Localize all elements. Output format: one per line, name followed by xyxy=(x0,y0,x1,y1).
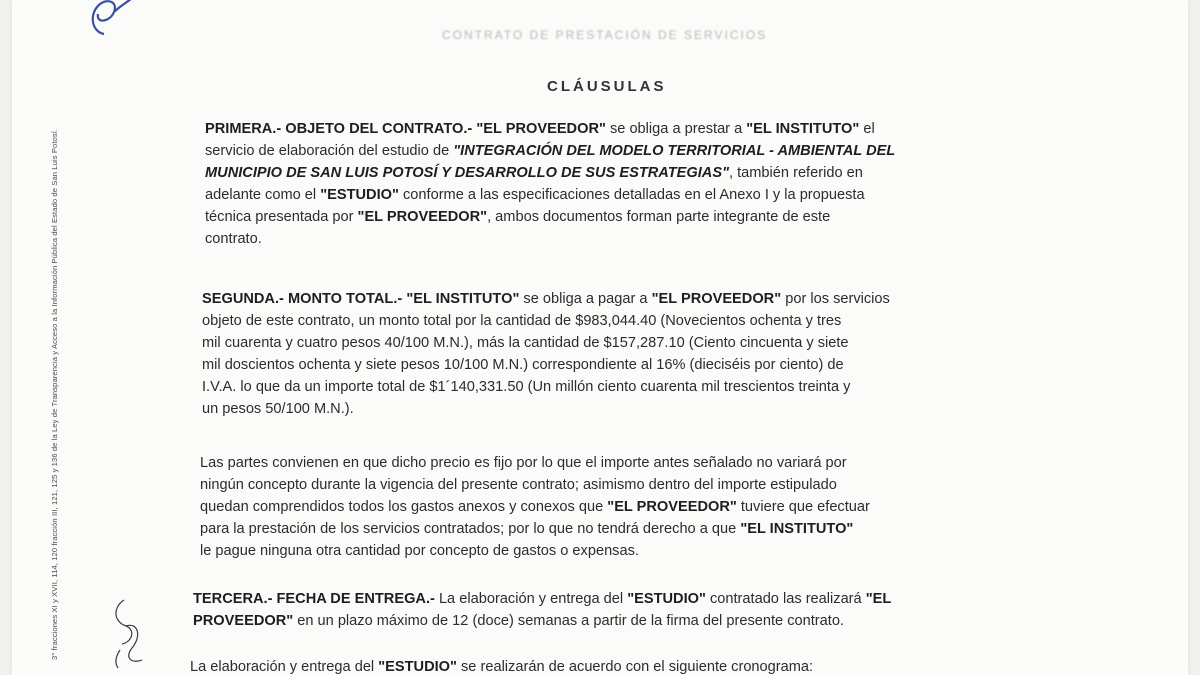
text-instituto: "EL INSTITUTO" xyxy=(740,521,854,537)
study-title-cont: MUNICIPIO DE SAN LUIS POTOSÍ Y DESARROLLO DE SUS ESTRATEGIAS" xyxy=(205,165,729,181)
study-title: "INTEGRACIÓN DEL MODELO TERRITORIAL - AMBIENTAL DEL xyxy=(453,143,896,159)
text-proveedor: "EL xyxy=(865,591,892,607)
text: contratado las realizará xyxy=(705,591,866,607)
text: se realizarán de acuerdo con el siguiente cronograma: xyxy=(456,659,814,675)
text: Las partes convienen en que dicho precio es fijo por lo que el importe antes señalado no variará por xyxy=(200,455,847,471)
text: el xyxy=(859,121,875,137)
text: La elaboración y entrega del xyxy=(190,659,379,675)
text: ningún concepto durante la vigencia del presente contrato; asimismo dentro del importe estipulado xyxy=(200,477,837,493)
text: tuviere que efectuar xyxy=(736,499,870,515)
text-proveedor: "EL PROVEEDOR" xyxy=(651,291,782,307)
text: contrato. xyxy=(205,231,262,247)
sidebar-legal-note: 3° fracciones XI y XVII, 114, 120 fracción III, 121, 125 y 136 de la Ley de Transparencia y Acceso a la Información Pública del Estado de San Luis Potosí. xyxy=(50,128,59,660)
text: técnica presentada por xyxy=(205,209,358,225)
text-proveedor: "EL PROVEEDOR" xyxy=(476,121,606,137)
text-instituto: "EL INSTITUTO" xyxy=(746,121,860,137)
text-estudio: "ESTUDIO" xyxy=(627,591,706,607)
text: servicio de elaboración del estudio de xyxy=(205,143,454,159)
text: mil cuarenta y cuatro pesos 40/100 M.N.), más la cantidad de $157,287.10 (Ciento cincuenta y siete xyxy=(202,335,849,351)
text: La elaboración y entrega del xyxy=(434,591,628,607)
text-proveedor: "EL PROVEEDOR" xyxy=(607,499,737,515)
document-page xyxy=(12,0,1188,675)
signature-margin xyxy=(102,592,172,672)
text: mil doscientos ochenta y siete pesos 10/100 M.N.) correspondiente al 16% (dieciséis por ciento) de xyxy=(202,357,844,373)
primera-label: PRIMERA.- OBJETO DEL CONTRATO.- xyxy=(205,121,473,137)
text-estudio: "ESTUDIO" xyxy=(320,187,399,203)
text: I.V.A. lo que da un importe total de $1´140,331.50 (Un millón ciento cuarenta mil trescientos treinta y xyxy=(202,379,851,395)
text: objeto de este contrato, un monto total por la cantidad de $983,044.40 (Novecientos ochenta y tres xyxy=(202,313,842,329)
signature-top xyxy=(74,0,144,44)
text-estudio: "ESTUDIO" xyxy=(378,659,457,675)
paragraph-partes xyxy=(200,452,990,562)
text: le pague ninguna otra cantidad por concepto de gastos o expensas. xyxy=(200,543,639,559)
text: , ambos documentos forman parte integrante de este xyxy=(487,209,831,225)
clause-segunda xyxy=(202,288,987,420)
paragraph-cronograma xyxy=(190,656,990,675)
text: en un plazo máximo de 12 (doce) semanas a partir de la firma del presente contrato. xyxy=(293,613,844,629)
text: quedan comprendidos todos los gastos anexos y conexos que xyxy=(200,499,608,515)
page-title: CLÁUSULAS xyxy=(547,78,667,95)
segunda-label: SEGUNDA.- MONTO TOTAL.- xyxy=(202,291,403,307)
text-proveedor: PROVEEDOR" xyxy=(193,613,294,629)
text: un pesos 50/100 M.N.). xyxy=(202,401,354,417)
text: por los servicios xyxy=(781,291,890,307)
text: se obliga a prestar a xyxy=(605,121,747,137)
text: para la prestación de los servicios contratados; por lo que no tendrá derecho a que xyxy=(200,521,741,537)
text: adelante como el xyxy=(205,187,321,203)
text-proveedor: "EL PROVEEDOR" xyxy=(357,209,488,225)
text-instituto: "EL INSTITUTO" xyxy=(406,291,520,307)
faded-header: CONTRATO DE PRESTACIÓN DE SERVICIOS xyxy=(442,28,768,42)
clause-primera xyxy=(205,118,985,250)
text: , también referido en xyxy=(729,165,863,181)
text: se obliga a pagar a xyxy=(519,291,652,307)
text: conforme a las especificaciones detalladas en el Anexo I y la propuesta xyxy=(398,187,865,203)
clause-tercera xyxy=(193,588,988,632)
tercera-label: TERCERA.- FECHA DE ENTREGA.- xyxy=(193,591,435,607)
